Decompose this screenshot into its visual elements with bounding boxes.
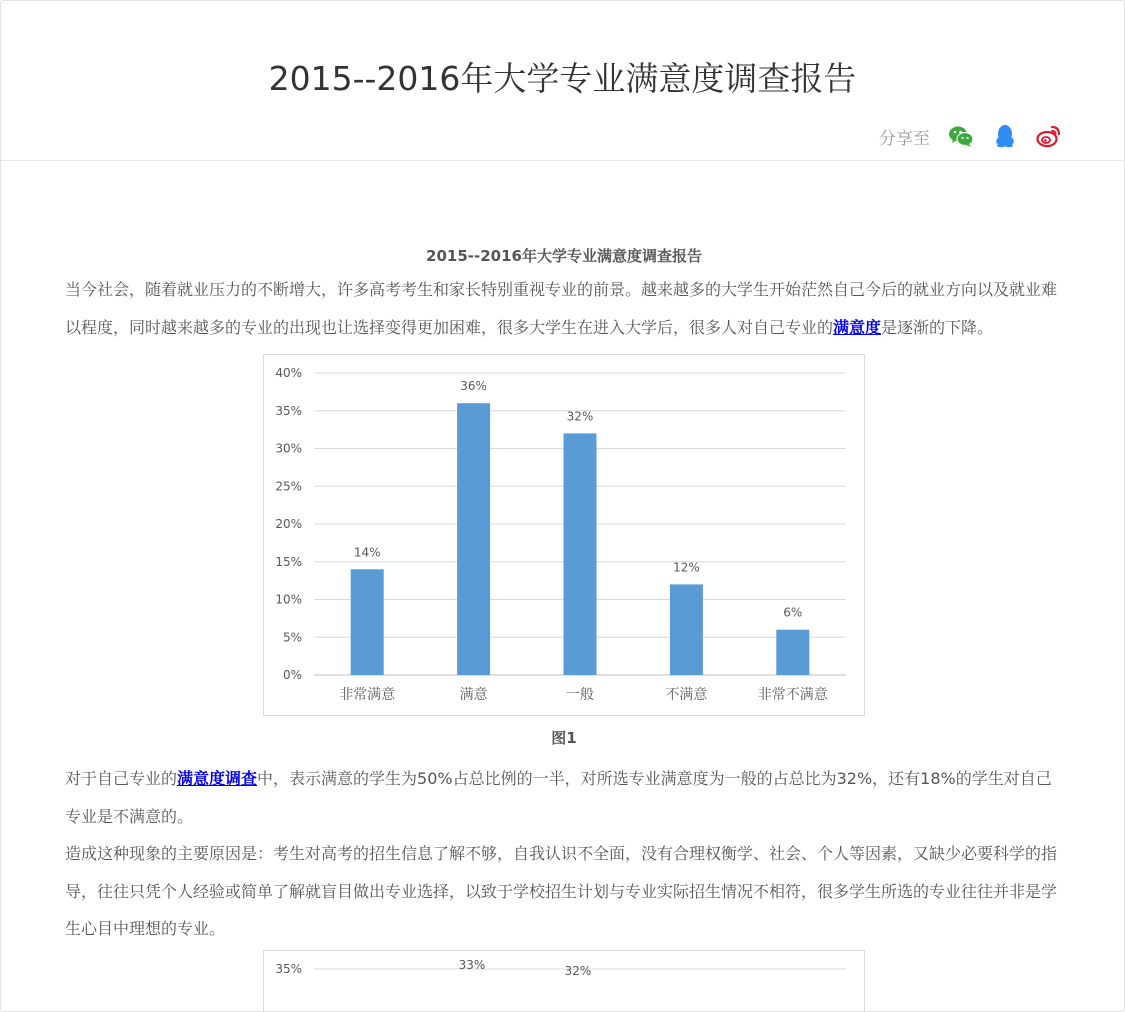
y-tick-label: 30% [275, 441, 302, 456]
page-header [1, 1, 1124, 161]
y-tick-label: 0% [282, 668, 302, 682]
bar [457, 403, 490, 675]
wechat-icon[interactable] [948, 123, 974, 149]
paragraph-text: 是逐渐的下降。 [881, 317, 994, 337]
data-label: 36% [460, 379, 487, 394]
keyword-link-satisfaction[interactable]: 满意度 [833, 317, 882, 337]
paragraph-reasons: 造成这种现象的主要原因是：考生对高考的招生信息了解不够，自我认识不全面，没有合理权衡学、社会、个人等因素，又缺少必要科学的指导，往往只凭个人经验或简单了解就盲目做出专业选择，以致于学校招生计划与专业实际招生情况不相符，很多学生所选的专业往往并非是学生心目中理想的专业。 [65, 844, 1058, 938]
y-tick-label: 20% [275, 517, 302, 531]
y-tick-label: 15% [275, 554, 302, 569]
qq-icon[interactable] [992, 123, 1018, 149]
data-label: 14% [353, 545, 381, 560]
data-label: 33% [458, 957, 486, 972]
weibo-icon[interactable] [1036, 123, 1062, 149]
bar [776, 630, 809, 675]
figure-caption: 图1 [551, 729, 577, 747]
y-tick-label: 5% [282, 630, 302, 645]
data-label: 32% [564, 963, 592, 978]
x-tick-label: 一般 [566, 687, 594, 703]
x-tick-label: 满意 [459, 687, 488, 703]
y-tick-label: 10% [275, 592, 302, 607]
paragraph-text: 对于自己专业的 [65, 769, 178, 788]
y-tick-label: 40% [275, 366, 302, 380]
bar [564, 433, 597, 675]
bar [670, 584, 703, 675]
y-tick-label: 25% [275, 479, 302, 494]
share-bar [879, 121, 1062, 151]
bar-chart-1 [263, 354, 865, 716]
article-title: 2015--2016年大学专业满意度调查报告 [426, 247, 702, 265]
bar [351, 569, 384, 675]
x-tick-label: 不满意 [665, 687, 708, 703]
paragraph-text: 当今社会，随着就业压力的不断增大，许多高考考生和家长特别重视专业的前景。越来越多的大学生开始茫然自己今后的就业方向以及就业难以程度，同时越来越多的专业的出现也让选择变得更加困难，很多大学生在进入大学后，很多人对自己专业的 [65, 280, 1058, 337]
y-tick-label: 35% [275, 961, 302, 976]
data-label: 32% [566, 409, 594, 424]
article-body [65, 241, 1063, 1011]
y-tick-label: 35% [275, 403, 302, 418]
keyword-link-satisfaction-survey[interactable]: 满意度调查 [177, 769, 258, 788]
page-title: 2015--2016年大学专业满意度调查报告 [268, 59, 857, 98]
data-label: 6% [783, 605, 803, 620]
paragraph-intro [65, 271, 1063, 346]
paragraph-text: 中，表示满意的学生为50%占总比例的一半，对所选专业满意度为一般的占总比为32%，还有18%的学生对自己专业是不满意的。 [65, 769, 1052, 826]
chart-svg [264, 355, 864, 715]
paragraph-results [65, 760, 1063, 835]
bar-chart-2-partial [263, 950, 865, 1011]
chart-svg [264, 951, 864, 1011]
data-label: 12% [673, 560, 700, 575]
share-label: 分享至 [879, 128, 930, 149]
x-tick-label: 非常不满意 [757, 687, 828, 703]
x-tick-label: 非常满意 [339, 687, 396, 703]
